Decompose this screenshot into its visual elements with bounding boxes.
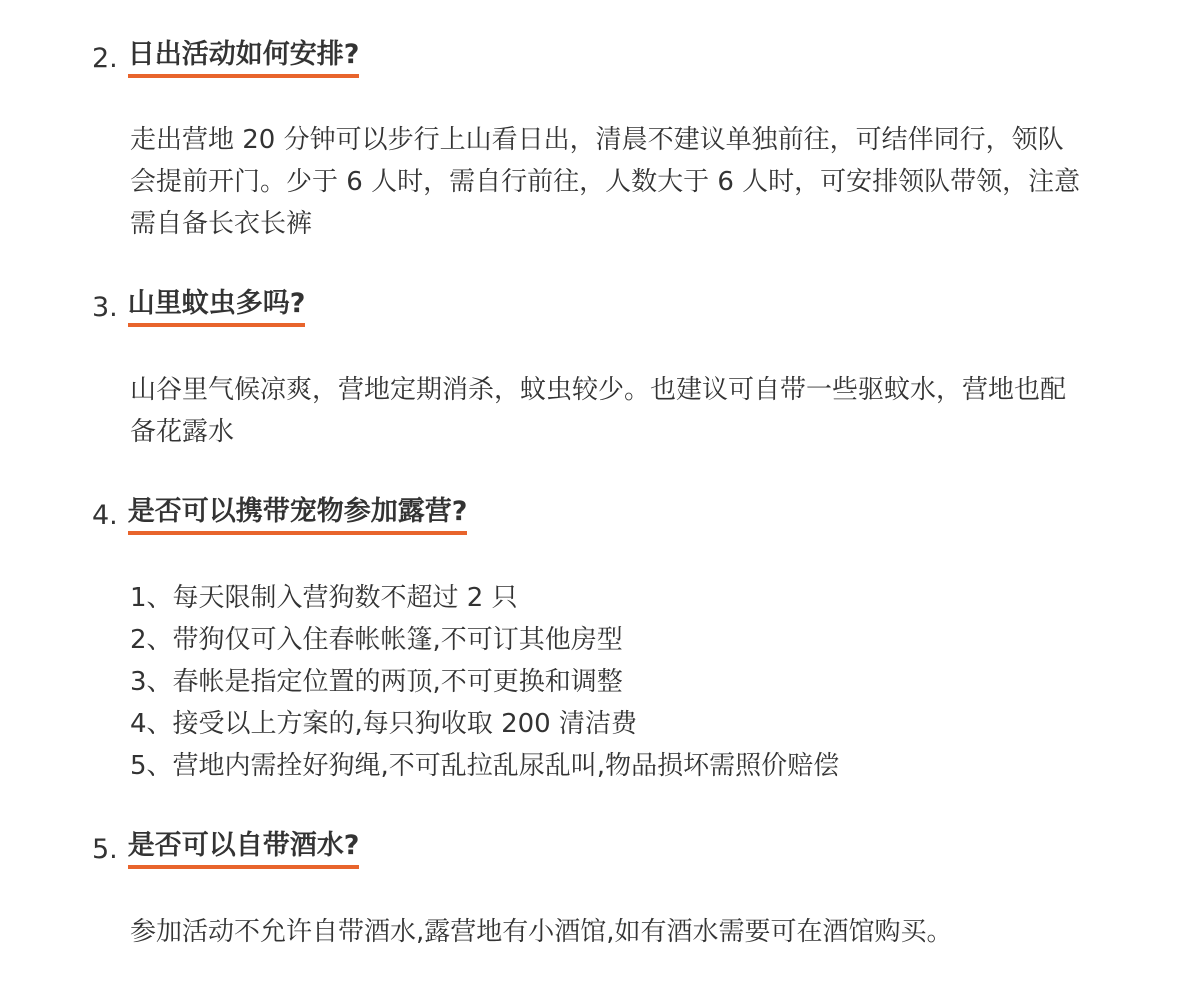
question-number: 3. xyxy=(92,291,118,323)
question-title: 山里蚊虫多吗? xyxy=(128,287,306,327)
answer-line: 2、带狗仅可入住春帐帐篷,不可订其他房型 xyxy=(130,625,623,655)
faq-answer xyxy=(130,369,1130,453)
question-number: 5. xyxy=(92,833,118,865)
faq-answer xyxy=(130,577,1130,787)
question-title: 日出活动如何安排? xyxy=(128,38,360,78)
faq-question-row xyxy=(92,829,359,869)
answer-line: 参加活动不允许自带酒水,露营地有小酒馆,如有酒水需要可在酒馆购买。 xyxy=(130,917,953,947)
answer-line: 1、每天限制入营狗数不超过 2 只 xyxy=(130,583,518,613)
faq-answer xyxy=(130,911,1130,953)
question-number: 2. xyxy=(92,42,118,74)
faq-answer xyxy=(130,119,1130,245)
faq-question-row xyxy=(92,495,467,535)
question-title: 是否可以自带酒水? xyxy=(128,829,360,869)
answer-line: 会提前开门。少于 6 人时，需自行前往，人数大于 6 人时，可安排领队带领，注意 xyxy=(130,167,1081,197)
faq-question-row xyxy=(92,287,305,327)
answer-line: 走出营地 20 分钟可以步行上山看日出，清晨不建议单独前往，可结伴同行，领队 xyxy=(130,125,1064,155)
question-number: 4. xyxy=(92,499,118,531)
answer-line: 山谷里气候凉爽，营地定期消杀，蚊虫较少。也建议可自带一些驱蚊水，营地也配 xyxy=(130,375,1067,405)
answer-line: 3、春帐是指定位置的两顶,不可更换和调整 xyxy=(130,667,623,697)
faq-question-row xyxy=(92,38,359,78)
answer-line: 需自备长衣长裤 xyxy=(130,209,313,239)
question-title: 是否可以携带宠物参加露营? xyxy=(128,495,468,535)
answer-line: 4、接受以上方案的,每只狗收取 200 清洁费 xyxy=(130,709,637,739)
answer-line: 5、营地内需拴好狗绳,不可乱拉乱尿乱叫,物品损坏需照价赔偿 xyxy=(130,751,840,781)
answer-line: 备花露水 xyxy=(130,417,235,447)
